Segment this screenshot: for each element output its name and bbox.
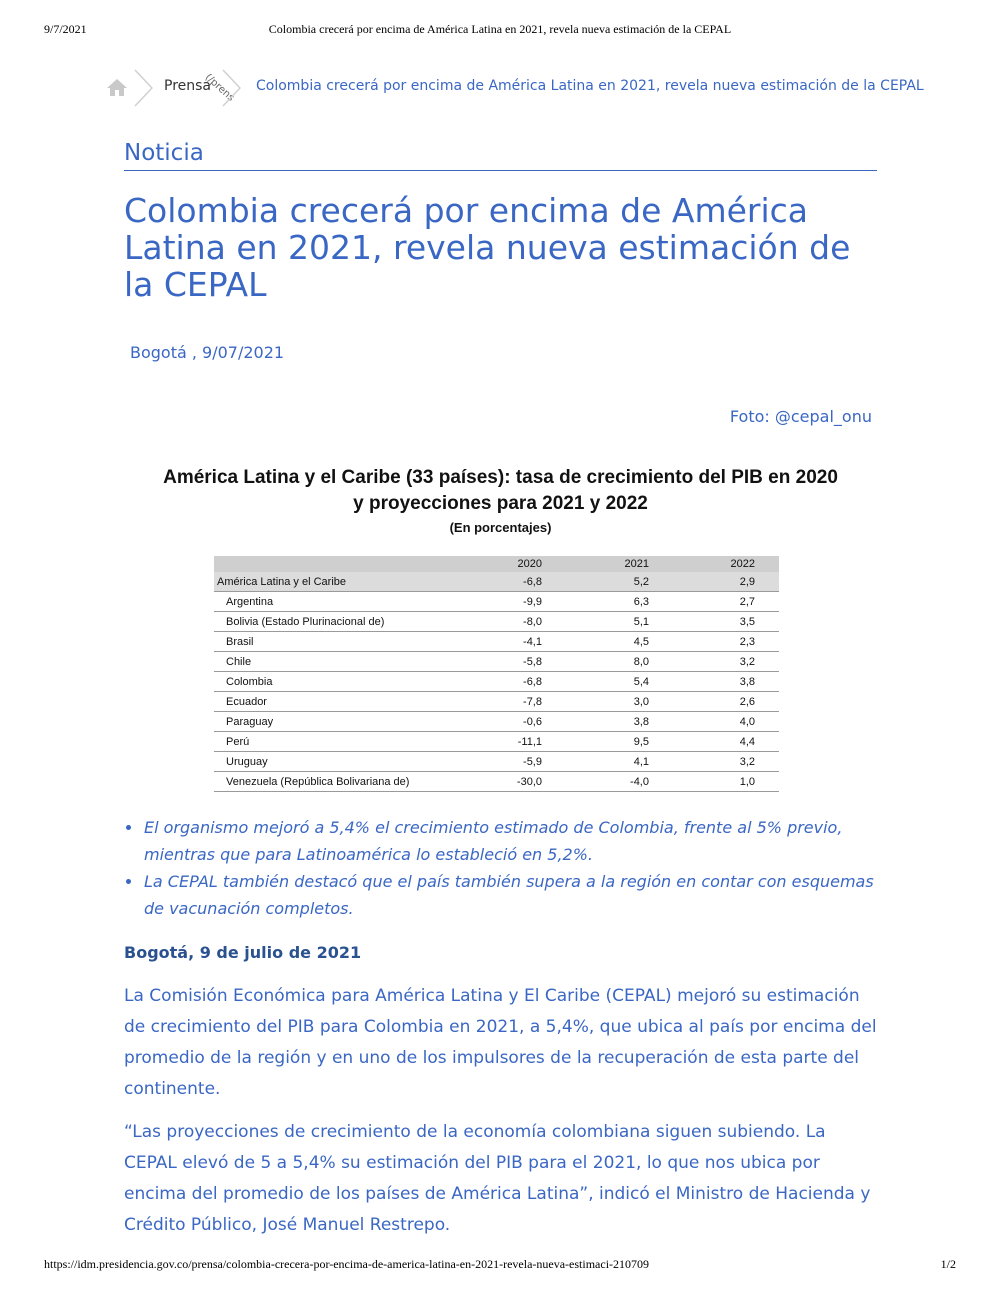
table-row: [214, 692, 779, 712]
value-cell: 3,2: [673, 752, 779, 772]
country-cell: América Latina y el Caribe: [214, 572, 459, 592]
table-header-cell: [214, 556, 459, 572]
breadcrumb-current[interactable]: Colombia crecerá por encima de América Latina en 2021, revela nueva estimación de la CEPAL: [256, 78, 924, 94]
table-row: [214, 592, 779, 612]
value-cell: -7,8: [459, 692, 566, 712]
gdp-table: [214, 556, 779, 792]
country-cell: Perú: [214, 732, 459, 752]
article-dateline: Bogotá, 9 de julio de 2021: [124, 943, 362, 962]
list-item: El organismo mejoró a 5,4% el crecimiento estimado de Colombia, frente al 5% previo, mientras que para Latinoamérica lo estableció en 5,2%.: [144, 814, 897, 868]
value-cell: 4,4: [673, 732, 779, 752]
value-cell: 5,1: [566, 612, 673, 632]
value-cell: 3,8: [673, 672, 779, 692]
table-row: [214, 672, 779, 692]
value-cell: 5,4: [566, 672, 673, 692]
table-row: [214, 572, 779, 592]
value-cell: 2,7: [673, 592, 779, 612]
country-cell: Chile: [214, 652, 459, 672]
value-cell: 2,3: [673, 632, 779, 652]
breadcrumb: [106, 68, 924, 108]
value-cell: -8,0: [459, 612, 566, 632]
table-header-cell: 2020: [459, 556, 566, 572]
value-cell: 1,0: [673, 772, 779, 792]
value-cell: 8,0: [566, 652, 673, 672]
value-cell: 9,5: [566, 732, 673, 752]
value-cell: 2,9: [673, 572, 779, 592]
figure-subtitle: (En porcentajes): [449, 520, 552, 535]
table-row: [214, 772, 779, 792]
value-cell: 3,5: [673, 612, 779, 632]
chevron-right-icon: [132, 68, 154, 108]
table-row: [214, 712, 779, 732]
print-date: 9/7/2021: [44, 22, 87, 36]
value-cell: 3,0: [566, 692, 673, 712]
value-cell: -4,0: [566, 772, 673, 792]
table-row: [214, 732, 779, 752]
table-header-cell: 2022: [673, 556, 779, 572]
value-cell: -4,1: [459, 632, 566, 652]
gdp-growth-figure: [124, 453, 877, 788]
table-header-row: [214, 556, 779, 572]
article-headline: Colombia crecerá por encima de América Latina en 2021, revela nueva estimación de la CEPAL: [124, 191, 851, 304]
home-icon[interactable]: [106, 77, 128, 97]
value-cell: -6,8: [459, 672, 566, 692]
figure-title-line2: y proyecciones para 2021 y 2022: [353, 493, 648, 514]
section-label: Noticia: [124, 140, 877, 171]
place-date: Bogotá , 9/07/2021: [130, 343, 285, 362]
value-cell: 4,5: [566, 632, 673, 652]
value-cell: -5,8: [459, 652, 566, 672]
country-cell: Brasil: [214, 632, 459, 652]
value-cell: 2,6: [673, 692, 779, 712]
value-cell: -0,6: [459, 712, 566, 732]
country-cell: Paraguay: [214, 712, 459, 732]
print-header: [44, 22, 956, 40]
page-number: 1/2: [940, 1257, 956, 1271]
list-item: La CEPAL también destacó que el país también supera a la región en contar con esquemas de vacunación completos.: [144, 868, 897, 922]
article-paragraph: “Las proyecciones de crecimiento de la economía colombiana siguen subiendo. La CEPAL elevó de 5 a 5,4% su estimación del PIB para el 2021, lo que nos ubica por encima del promedio de los países de América Latina”, indicó el Ministro de Hacienda y Crédito Público, José Manuel Restrepo.: [124, 1122, 871, 1235]
print-footer: [44, 1257, 956, 1275]
print-title: Colombia crecerá por encima de América Latina en 2021, revela nueva estimación de la CEPAL: [268, 22, 732, 36]
country-cell: Colombia: [214, 672, 459, 692]
value-cell: 5,2: [566, 572, 673, 592]
chevron-right-icon: [220, 68, 242, 108]
country-cell: Ecuador: [214, 692, 459, 712]
country-cell: Venezuela (República Bolivariana de): [214, 772, 459, 792]
article-paragraph: La Comisión Económica para América Latina y El Caribe (CEPAL) mejoró su estimación de crecimiento del PIB para Colombia en 2021, a 5,4%, que ubica al país por encima del promedio de la región y en uno de los impulsores de la recuperación de esta parte del continente.: [124, 986, 877, 1099]
country-cell: Bolivia (Estado Plurinacional de): [214, 612, 459, 632]
value-cell: -30,0: [459, 772, 566, 792]
value-cell: 4,0: [673, 712, 779, 732]
summary-bullets: [124, 814, 897, 922]
breadcrumb-slug: (/prens: [202, 72, 237, 104]
value-cell: -5,9: [459, 752, 566, 772]
table-row: [214, 652, 779, 672]
figure-title-line1: América Latina y el Caribe (33 países): tasa de crecimiento del PIB en 2020: [163, 467, 838, 488]
value-cell: -9,9: [459, 592, 566, 612]
print-url: https://idm.presidencia.gov.co/prensa/colombia-crecera-por-encima-de-america-latina-en-2021-revela-nueva-estimaci-210709: [44, 1257, 650, 1271]
value-cell: 6,3: [566, 592, 673, 612]
table-header-cell: 2021: [566, 556, 673, 572]
value-cell: -6,8: [459, 572, 566, 592]
country-cell: Argentina: [214, 592, 459, 612]
table-row: [214, 632, 779, 652]
value-cell: -11,1: [459, 732, 566, 752]
photo-credit: Foto: @cepal_onu: [729, 407, 872, 426]
value-cell: 3,2: [673, 652, 779, 672]
value-cell: 4,1: [566, 752, 673, 772]
table-row: [214, 752, 779, 772]
table-row: [214, 612, 779, 632]
value-cell: 3,8: [566, 712, 673, 732]
country-cell: Uruguay: [214, 752, 459, 772]
breadcrumb-prensa-link[interactable]: Prensa: [164, 78, 212, 94]
